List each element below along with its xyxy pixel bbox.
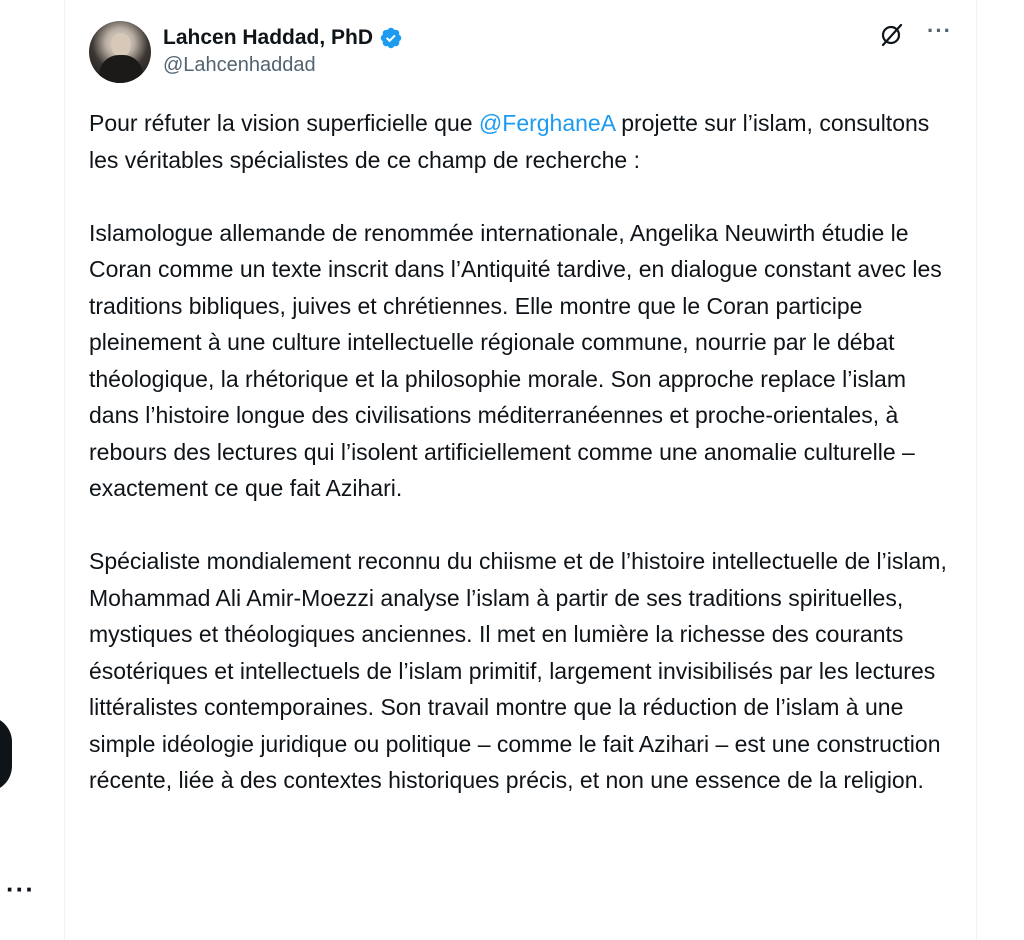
tweet-header (89, 18, 952, 88)
grok-icon[interactable] (879, 22, 905, 48)
author-names (163, 24, 403, 77)
tweet-text-fragment: Pour réfuter la vision superficielle que (89, 110, 479, 136)
tweet-paragraph-3: Spécialiste mondialement reconnu du chiisme et de l’histoire intellectuelle de l’islam, Mohammad Ali Amir-Moezzi analyse l’islam à partir de ses traditions spirituelles, mystiques et théologiques anciennes. Il met en lumière la richesse des courants ésotériques et intellectuels de l’islam primitif, largement invisibilisés par les lectures littéralistes contemporaines. Son travail montre que la réduction de l’islam à une simple idéologie juridique ou politique – comme le fait Azihari – est une construction récente, liée à des contextes historiques précis, et non une essence de la religion. (89, 548, 947, 793)
left-nav-more-icon[interactable]: ··· (6, 874, 35, 904)
author-handle[interactable]: @Lahcenhaddad (163, 54, 316, 76)
header-actions (879, 18, 952, 48)
tweet-paragraph-1 (89, 105, 955, 178)
author-display-name[interactable]: Lahcen Haddad, PhD (163, 26, 374, 49)
compose-post-button[interactable] (0, 716, 12, 792)
avatar-face (111, 33, 131, 57)
tweet-text (89, 105, 955, 835)
avatar[interactable] (89, 21, 151, 83)
mention-link[interactable]: @FerghaneA (478, 110, 615, 136)
verified-badge-icon[interactable] (379, 26, 403, 50)
display-name-row (163, 24, 403, 52)
more-options-icon[interactable]: ··· (927, 18, 952, 43)
tweet-text-fragment: projette sur l’islam, consultons les véritables spécialistes de ce champ de recherche : (89, 110, 930, 173)
avatar-body (99, 55, 143, 83)
tweet-paragraph-2: Islamologue allemande de renommée internationale, Angelika Neuwirth étudie le Coran comme un texte inscrit dans l’Antiquité tardive, en dialogue constant avec les traditions bibliques, juives et chrétiennes. Elle montre que le Coran participe pleinement à une culture intellectuelle régionale commune, nourrie par le débat théologique, la rhétorique et la philosophie morale. Son approche replace l’islam dans l’histoire longue des civilisations méditerranéennes et proche-orientales, à rebours des lectures qui l’isolent artificiellement comme une anomalie culturelle – exactement ce que fait Azihari. (89, 219, 942, 501)
tweet-column (64, 0, 977, 940)
